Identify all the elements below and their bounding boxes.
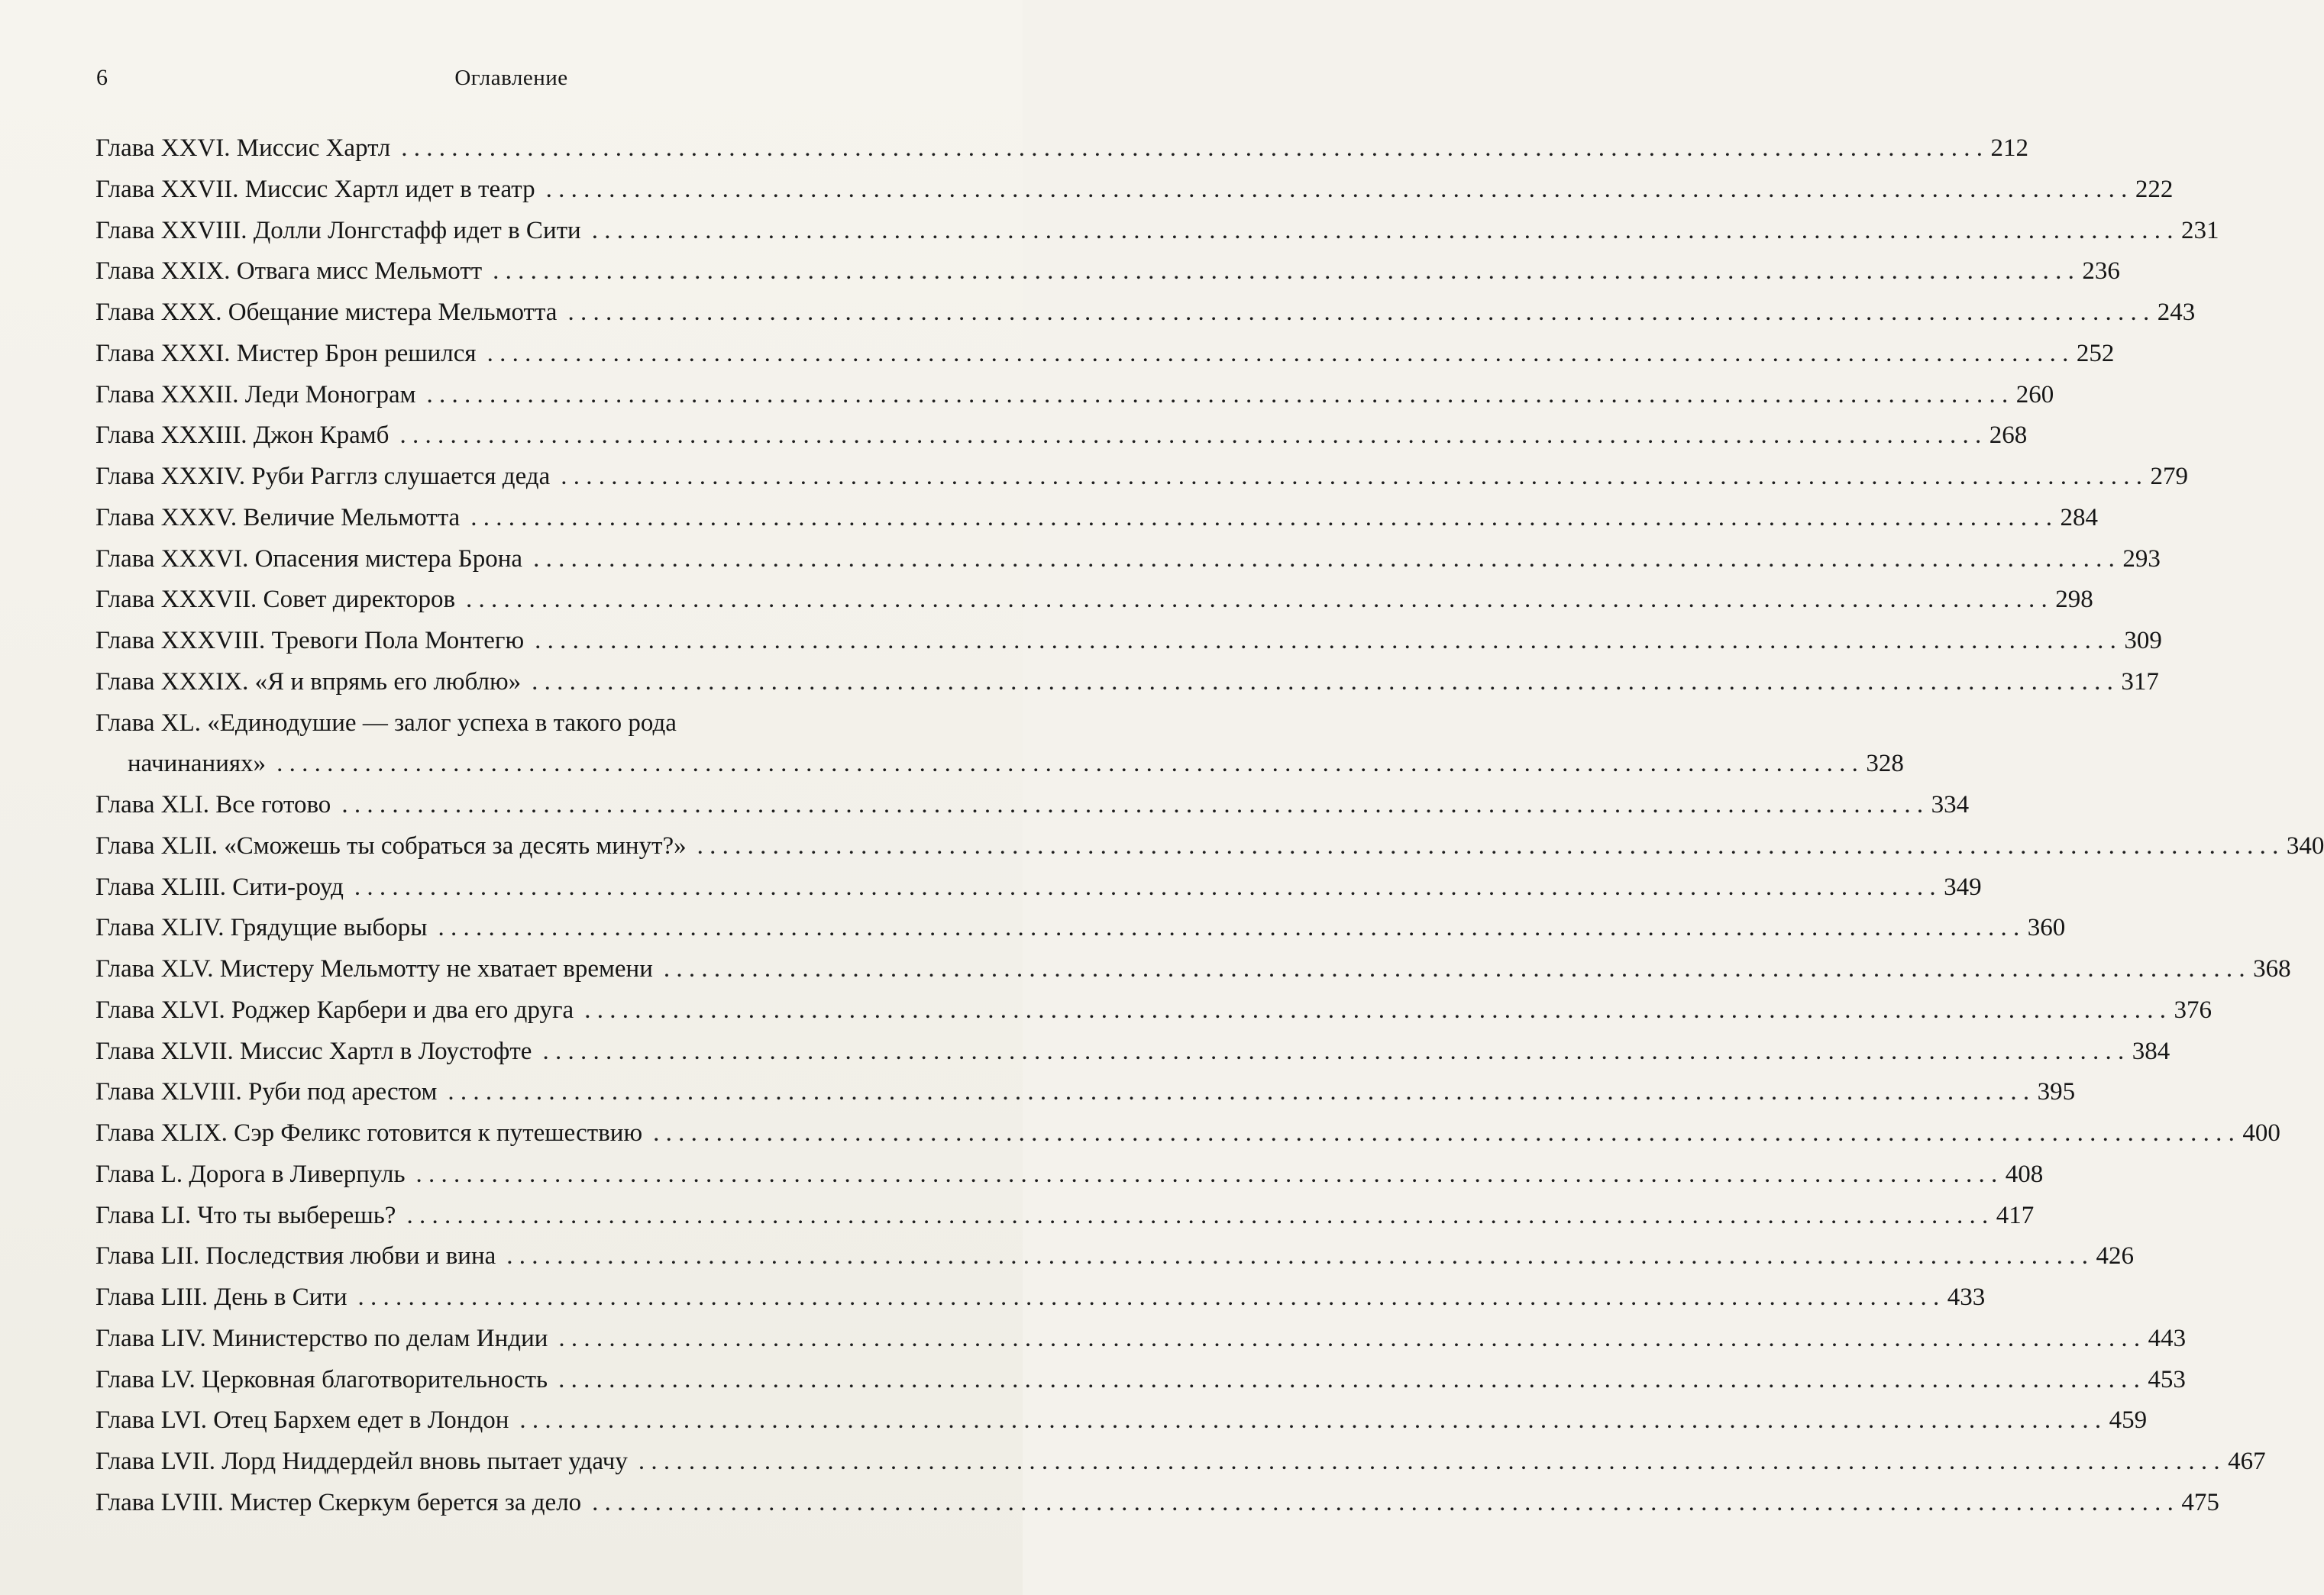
toc-entry-page: 400 xyxy=(2242,1119,2280,1147)
toc-entry-page: 309 xyxy=(2124,627,2162,654)
dot-leader xyxy=(558,1319,2140,1360)
toc-entry-page: 475 xyxy=(2181,1488,2219,1516)
dot-leader xyxy=(638,1442,2220,1483)
toc-entry-title: Глава LVII. Лорд Ниддердейл вновь пытает удачу xyxy=(95,1448,628,1475)
dot-leader xyxy=(592,1483,2174,1524)
toc-entry-title: Глава XLI. Все готово xyxy=(95,791,331,818)
toc-entry xyxy=(95,949,2291,990)
toc-entry-page: 368 xyxy=(2253,955,2291,983)
toc-entry xyxy=(95,1442,2266,1483)
dot-leader xyxy=(653,1113,2235,1154)
toc-entry xyxy=(95,867,1982,909)
dot-leader xyxy=(448,1072,2029,1113)
dot-leader xyxy=(697,826,2279,867)
toc-entry xyxy=(95,211,2219,252)
toc-entry-title: Глава XXVIII. Долли Лонгстафф идет в Сити xyxy=(95,216,581,244)
toc-entry-title: Глава XLVI. Роджер Карбери и два его друга xyxy=(95,996,574,1024)
toc-entry-title: Глава XXXVII. Совет директоров xyxy=(95,586,456,614)
toc-entry-title: Глава XLIX. Сэр Феликс готовится к путешествию xyxy=(95,1119,643,1147)
dot-leader xyxy=(399,415,1981,457)
toc-entry-page: 453 xyxy=(2148,1365,2186,1393)
toc-entry-title: Глава XXXVI. Опасения мистера Брона xyxy=(95,544,523,573)
toc-entry xyxy=(95,1360,2186,1401)
toc-entry xyxy=(95,1236,2135,1277)
toc-entry-page: 284 xyxy=(2060,503,2098,531)
toc-entry-page: 293 xyxy=(2122,544,2161,573)
toc-entry xyxy=(95,990,2212,1032)
toc-entry-page: 279 xyxy=(2150,463,2188,490)
dot-leader xyxy=(416,1154,1998,1196)
toc-entry-page: 212 xyxy=(1990,134,2028,162)
toc-entry-title: Глава LIII. День в Сити xyxy=(95,1283,347,1311)
toc-entry-title: Глава XXXI. Мистер Брон решился xyxy=(95,339,477,367)
toc-entry-page: 243 xyxy=(2157,299,2196,326)
toc-entry xyxy=(95,251,2120,292)
toc-entry xyxy=(95,908,2066,949)
toc-entry xyxy=(95,1032,2170,1073)
toc-entry-page: 231 xyxy=(2180,216,2219,244)
toc-entry-title: Глава XXXII. Леди Монограм xyxy=(95,380,416,408)
dot-leader xyxy=(466,580,2048,621)
page-header xyxy=(0,61,1023,95)
toc-entry xyxy=(95,1277,1986,1319)
dot-leader xyxy=(438,908,2019,949)
toc-entry-page: 340 xyxy=(2286,831,2324,860)
dot-leader xyxy=(506,1236,2088,1277)
toc-entry-title: Глава LV. Церковная благотворительность xyxy=(95,1365,548,1393)
toc-entry-title: Глава LVIII. Мистер Скеркум берется за дело xyxy=(95,1488,582,1516)
dot-leader xyxy=(535,621,2116,662)
dot-leader xyxy=(357,1277,1939,1319)
toc-entry-page: 268 xyxy=(1989,421,2028,450)
dot-leader xyxy=(401,128,1983,170)
dot-leader xyxy=(519,1400,2101,1442)
toc-entry-title: Глава XXXIII. Джон Крамб xyxy=(95,421,389,450)
toc-entry-title: Глава LIV. Министерство по делам Индии xyxy=(95,1324,548,1352)
toc-entry-page: 360 xyxy=(2027,914,2066,942)
toc-entry-title-continuation: начинаниях» xyxy=(128,750,267,778)
toc-entry xyxy=(95,334,2115,375)
toc-entry-title: Глава XLV. Мистеру Мельмотту не хватает времени xyxy=(95,955,653,983)
toc-entry xyxy=(95,1154,2044,1196)
toc-entry-title: Глава XXXV. Величие Мельмотта xyxy=(95,503,461,531)
toc-entry xyxy=(95,1319,2187,1360)
toc-entry-title: Глава L. Дорога в Ливерпуль xyxy=(95,1160,406,1188)
toc-entry xyxy=(95,375,2054,416)
toc-entry-page: 443 xyxy=(2148,1324,2187,1352)
toc-entry-page: 222 xyxy=(2135,175,2174,203)
toc-entry-page: 384 xyxy=(2132,1037,2170,1065)
toc-entry-title: Глава XLVIII. Руби под арестом xyxy=(95,1078,438,1106)
toc-entry xyxy=(95,1072,2076,1113)
toc-entry-title: Глава XXX. Обещание мистера Мельмотта xyxy=(95,299,558,326)
dot-leader xyxy=(276,744,1858,785)
toc-entry xyxy=(95,1196,2035,1237)
page-number: 6 xyxy=(96,65,108,90)
toc-entry-title: Глава LII. Последствия любви и вина xyxy=(95,1242,496,1271)
toc-entry-title: Глава LI. Что ты выберешь? xyxy=(95,1201,396,1229)
toc-entry xyxy=(95,457,2188,498)
toc-entry xyxy=(95,662,2159,703)
toc-entry xyxy=(95,1483,2219,1524)
toc-entry-title: Глава XLIII. Сити-роуд xyxy=(95,873,344,901)
dot-leader xyxy=(546,170,2128,211)
dot-leader xyxy=(561,457,2142,498)
dot-leader xyxy=(542,1032,2124,1073)
toc-entry-title: Глава XLII. «Сможешь ты собраться за десять минут?» xyxy=(95,831,687,860)
dot-leader xyxy=(341,785,1923,826)
toc-entry-page: 252 xyxy=(2076,339,2115,367)
toc-entry xyxy=(95,703,1904,786)
dot-leader xyxy=(592,211,2174,252)
toc-entry-page: 417 xyxy=(1996,1201,2035,1229)
toc-entry-page: 334 xyxy=(1931,791,1970,818)
running-title: Оглавление xyxy=(454,66,568,90)
toc-entry-title: Глава XXIX. Отвага мисс Мельмотт xyxy=(95,257,483,286)
toc-entry xyxy=(95,785,1970,826)
toc-entry-title: Глава XXXVIII. Тревоги Пола Монтегю xyxy=(95,627,525,654)
toc-entry xyxy=(95,1400,2148,1442)
toc-entry-title: Глава XXVII. Миссис Хартл идет в театр xyxy=(95,175,535,203)
toc-entry-title: Глава XXXIX. «Я и впрямь его люблю» xyxy=(95,667,522,696)
toc-entry xyxy=(95,498,2098,539)
table-of-contents xyxy=(95,128,2324,1524)
toc-entry-page: 433 xyxy=(1947,1283,1986,1311)
dot-leader xyxy=(664,949,2245,990)
toc-entry-page: 260 xyxy=(2015,380,2054,408)
toc-entry-page: 298 xyxy=(2055,586,2093,614)
toc-entry-title: Глава XXVI. Миссис Хартл xyxy=(95,134,391,162)
toc-entry xyxy=(95,170,2174,211)
toc-entry-page: 459 xyxy=(2109,1406,2148,1435)
toc-entry-title: Глава XLIV. Грядущие выборы xyxy=(95,914,428,942)
dot-leader xyxy=(427,375,2009,416)
dot-leader xyxy=(584,990,2166,1032)
toc-entry-page: 328 xyxy=(1866,750,1904,778)
toc-entry xyxy=(95,580,2093,621)
toc-entry-page: 236 xyxy=(2082,257,2120,286)
toc-entry xyxy=(95,415,2028,457)
dot-leader xyxy=(487,334,2069,375)
toc-entry-page: 317 xyxy=(2121,667,2159,696)
dot-leader xyxy=(558,1360,2140,1401)
dot-leader xyxy=(354,867,1936,909)
toc-entry-title: Глава XL. «Единодушие — залог успеха в такого рода xyxy=(95,709,677,737)
toc-entry xyxy=(95,621,2162,662)
toc-entry-page: 395 xyxy=(2037,1078,2076,1106)
toc-entry-page: 349 xyxy=(1944,873,1982,901)
toc-entry-title: Глава LVI. Отец Бархем едет в Лондон xyxy=(95,1406,509,1435)
toc-entry-page: 408 xyxy=(2005,1160,2044,1188)
dot-leader xyxy=(532,662,2113,703)
toc-entry xyxy=(95,539,2161,580)
toc-entry xyxy=(95,292,2196,334)
dot-leader xyxy=(470,498,2052,539)
toc-entry-page: 467 xyxy=(2228,1448,2266,1475)
toc-entry xyxy=(95,1113,2280,1154)
toc-entry xyxy=(95,128,2028,170)
toc-entry-page: 376 xyxy=(2174,996,2212,1024)
dot-leader xyxy=(567,292,2149,334)
toc-entry-title: Глава XXXIV. Руби Рагглз слушается деда xyxy=(95,463,551,490)
toc-entry-title: Глава XLVII. Миссис Хартл в Лоустофте xyxy=(95,1037,532,1065)
dot-leader xyxy=(493,251,2074,292)
toc-entry-page: 426 xyxy=(2096,1242,2135,1271)
dot-leader xyxy=(533,539,2115,580)
dot-leader xyxy=(406,1196,1988,1237)
toc-entry xyxy=(95,826,2324,867)
